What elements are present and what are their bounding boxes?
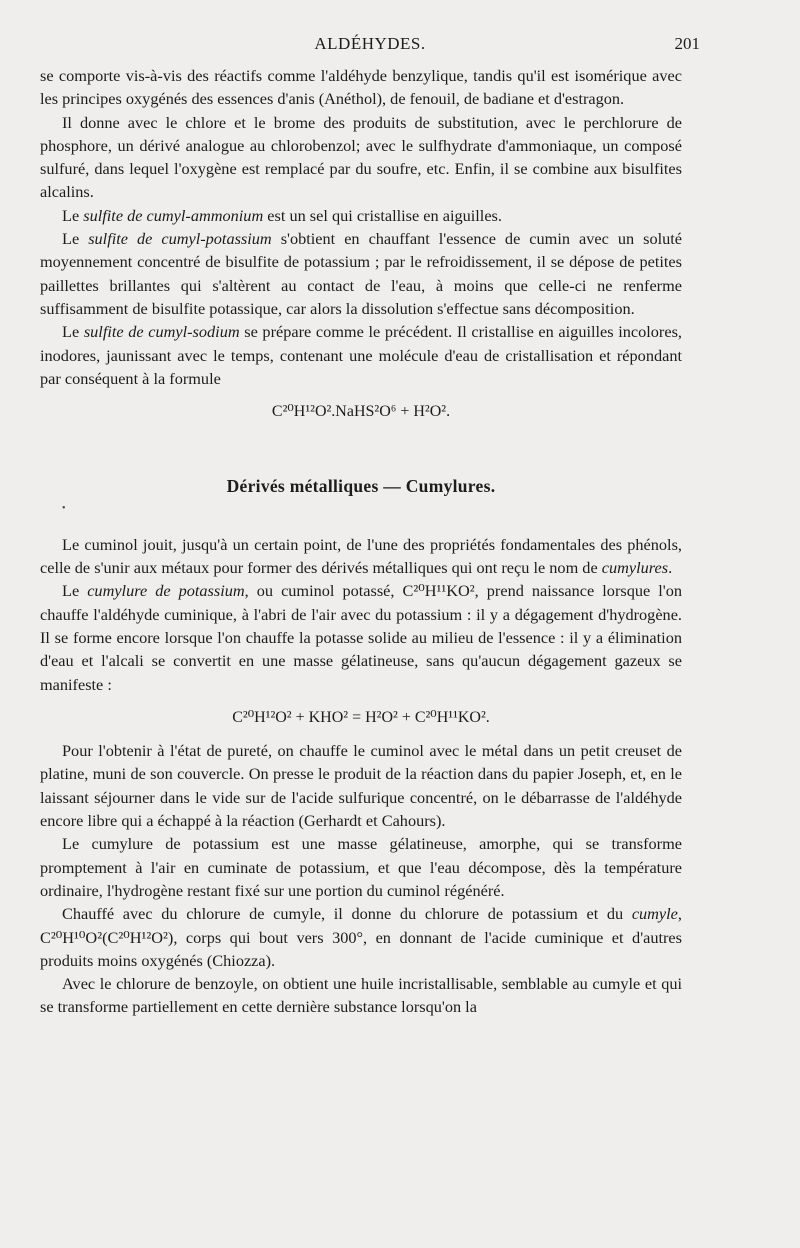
paragraph: [40, 227, 682, 320]
paragraph: Le cumylure de potassium est une masse gélatineuse, amorphe, qui se transforme promptement à l'air en cuminate de potassium, et que l'eau décompose, dès la température ordinaire, l'hydrogène restant fixé sur une portion du cuminol régénéré.: [40, 834, 682, 900]
section-heading: Dérivés métalliques — Cumylures.: [226, 476, 496, 497]
term-italic: sulfite de cumyl-sodium: [83, 322, 240, 342]
paragraph-rest: s'obtient en chauffant l'essence de cumin avec un soluté moyennement concentré de bisulfite de potassium ; par le refroidissement, il se dépose de petites paillettes brillantes qui s'altèrent au contact de l'eau, à moins que celle-ci ne renferme suffisamment de bisulfite potassique, car alors la dissolution s'effectue sans décomposition.: [40, 229, 682, 318]
running-title: ALDÉHYDES.: [314, 34, 426, 53]
term-italic: cumylures: [601, 558, 669, 578]
paragraph-rest: , C²⁰H¹⁰O²(C²⁰H¹²O²), corps qui bout vers 300°, en donnant de l'acide cuminique et d'autres produits moins oxygénés (Chiozza).: [40, 904, 682, 970]
paragraph: Il donne avec le chlore et le brome des produits de substitution, avec le perchlorure de phosphore, un dérivé analogue au chlorobenzol; avec le sulfhydrate d'ammoniaque, un composé sulfuré, dans lequel l'oxygène est remplacé par du soufre, etc. Enfin, il se combine aux bisulfites alcalins.: [40, 112, 682, 202]
term-italic: sulfite de cumyl-ammonium: [83, 205, 264, 225]
paragraph-rest: est un sel qui cristallise en aiguilles.: [263, 205, 502, 225]
chemical-equation: C²⁰H¹²O² + KHO² = H²O² + C²⁰H¹¹KO².: [232, 708, 490, 726]
paragraph: [40, 579, 682, 695]
paragraph: Pour l'obtenir à l'état de pureté, on chauffe le cuminol avec le métal dans un petit creuset de platine, muni de son couvercle. On presse le produit de la réaction dans du papier Joseph, et, en le laissant séjourner dans le vide sur de l'acide sulfurique concentré, on le débarrasse de l'aldéhyde encore libre qui a échappé à la réaction (Gerhardt et Cahours).: [40, 741, 682, 831]
term-italic: cumylure de potassium: [87, 581, 245, 601]
paragraph-rest: se prépare comme le précédent. Il cristallise en aiguilles incolores, inodores, jaunissant avec le temps, contenant une molécule d'eau de cristallisation et répondant par conséquent à la formule: [40, 322, 682, 388]
paragraph: [40, 902, 682, 972]
paragraph-lead: Le: [62, 322, 84, 342]
paragraph-lead: Le: [62, 229, 89, 249]
print-mark: •: [62, 503, 66, 514]
paragraph-lead: Chauffé avec du chlorure de cumyle, il donne du chlorure de potassium et du: [62, 904, 632, 924]
page-body: [40, 64, 682, 1019]
paragraph-lead: Le: [62, 205, 84, 225]
chemical-formula: C²⁰H¹²O².NaHS²O⁶ + H²O².: [271, 403, 451, 421]
paragraph-rest: , ou cuminol potassé, C²⁰H¹¹KO², prend naissance lorsque l'on chauffe l'aldéhyde cuminique, à l'abri de l'air avec du potassium : il y a dégagement d'hydrogène. Il se forme encore lorsque l'on chauffe la potasse solide au milieu de l'essence : il y a élimination d'eau et l'alcali se convertit en une masse gélatineuse, sans qu'aucun dégagement gazeux se manifeste :: [40, 581, 682, 694]
paragraph: [40, 320, 682, 390]
page-number: 201: [674, 34, 700, 53]
running-header: [40, 34, 700, 60]
paragraph: Avec le chlorure de benzoyle, on obtient une huile incristallisable, semblable au cumyle et qui se transforme partiellement en cette dernière substance lorsqu'on la: [40, 974, 682, 1017]
term-italic: sulfite de cumyl-potassium: [88, 229, 272, 249]
term-italic: cumyle: [631, 904, 678, 924]
paragraph: [40, 204, 682, 227]
paragraph-lead: Le: [62, 581, 88, 601]
paragraph-lead: Le cuminol jouit, jusqu'à un certain point, de l'une des propriétés fondamentales des phénols, celle de s'unir aux métaux pour former des dérivés métalliques qui ont reçu le nom de: [40, 534, 682, 578]
paragraph: se comporte vis-à-vis des réactifs comme l'aldéhyde benzylique, tandis qu'il est isomérique avec les principes oxygénés des essences d'anis (Anéthol), de fenouil, de badiane et d'estragon.: [40, 66, 682, 109]
paragraph: [40, 533, 682, 580]
paragraph-rest: .: [668, 558, 673, 578]
